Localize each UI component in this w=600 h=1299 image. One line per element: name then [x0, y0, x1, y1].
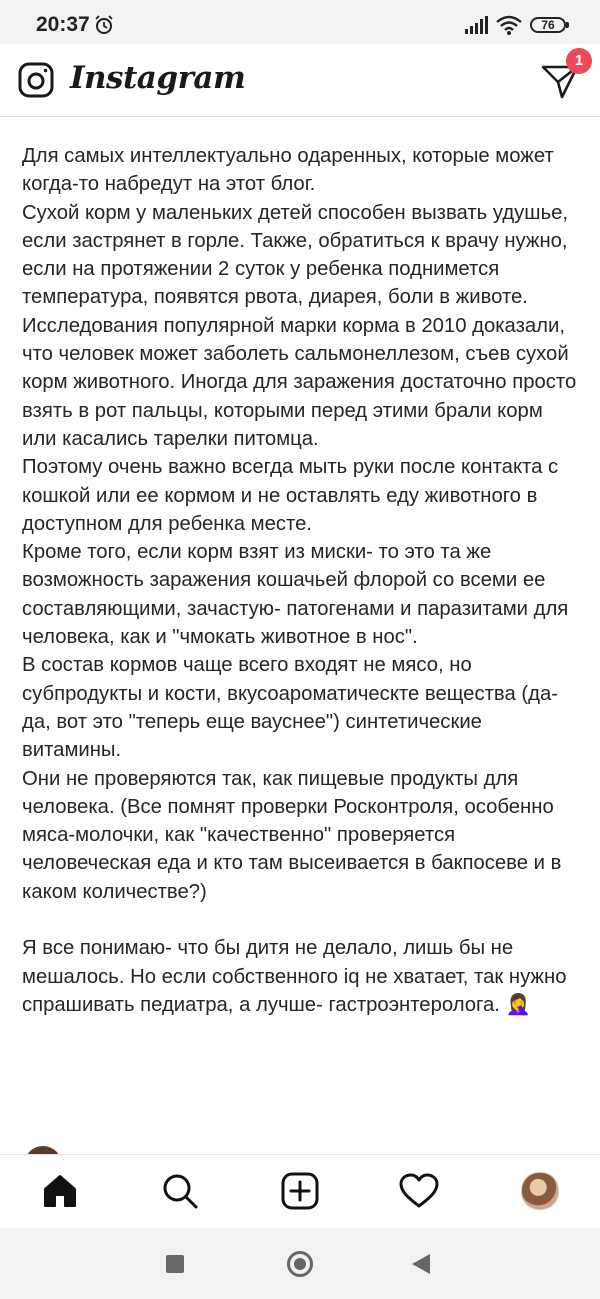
caption-paragraph: В состав кормов чаще всего входят не мясо, но субпродукты и кости, вкусоароматическте вещества (да-да, вот это "теперь еще вауснее") синтетические витамины. [22, 654, 558, 762]
camera-icon[interactable] [18, 62, 54, 98]
home-icon [42, 1173, 78, 1209]
back-icon[interactable] [412, 1254, 430, 1274]
status-time: 20:37 [36, 13, 90, 36]
top-app-bar [0, 44, 600, 117]
search-icon [161, 1172, 199, 1210]
nav-new-post[interactable] [280, 1171, 320, 1211]
wifi-icon [496, 14, 522, 36]
nav-search[interactable] [160, 1171, 200, 1211]
notification-badge: 1 [566, 48, 592, 74]
caption-paragraph: Для самых интеллектуально одаренных, которые может когда-то набредут на этот блог. [22, 145, 554, 196]
new-post-icon [281, 1172, 319, 1210]
nav-activity[interactable] [399, 1171, 439, 1211]
caption-paragraph: Сухой корм у маленьких детей способен вызвать удушье, если застрянет в горле. Также, обратиться к врачу нужно, если на протяжении 2 суток у ребенка поднимется температура, появятся рвота, диарея, боли в животе. [22, 201, 569, 309]
home-button-icon[interactable] [287, 1251, 313, 1277]
nav-profile[interactable] [520, 1171, 560, 1211]
recent-apps-icon[interactable] [166, 1255, 184, 1273]
bottom-navigation [0, 1154, 600, 1227]
instagram-logo: Instagram [70, 60, 246, 96]
caption-paragraph: Кроме того, если корм взят из миски- то это та же возможность заражения кошачьей флорой со всеми ее составляющими, зачастую- патогенами и паразитами для человека, как и "чмокать животное в нос". [22, 541, 569, 649]
caption-paragraph: Я все понимаю- что бы дитя не делало, лишь бы не мешалось. Но если собственного iq не хватает, так нужно спрашивать педиатра, а лучше- гастроэнтеролога. 🤦‍♀️ [22, 937, 567, 1016]
profile-avatar [521, 1172, 559, 1210]
caption-paragraph: Они не проверяются так, как пищевые продукты для человека. (Все помнят проверки Росконтроля, особенно мяса-молочки, как "качественно" проверяется человеческая еда и кто там высеивается в бакпосеве и в каком количестве?) [22, 767, 562, 903]
signal-icon [464, 16, 490, 34]
activity-heart-icon [399, 1173, 439, 1209]
nav-home[interactable] [40, 1171, 80, 1211]
post-caption [22, 142, 582, 1019]
caption-paragraph: Поэтому очень важно всегда мыть руки после контакта с кошкой или ее кормом и не оставлять еду животного в доступном для ребенка месте. [22, 456, 559, 535]
alarm-icon [94, 15, 114, 35]
battery-indicator: 76 [530, 17, 566, 33]
caption-paragraph: Исследования популярной марки корма в 2010 доказали, что человек может заболеть сальмонеллезом, съев сухой корм животного. Иногда для заражения достаточно просто взять в рот пальцы, которыми перед этими брали корм или касались тарелки питомца. [22, 314, 577, 450]
status-bar [0, 0, 600, 44]
